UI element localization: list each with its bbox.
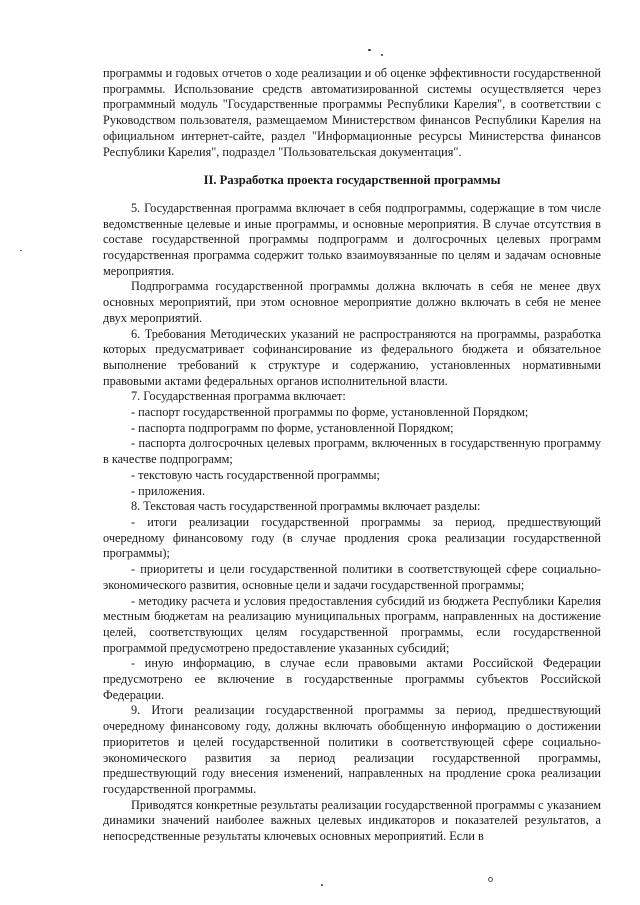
scan-speck bbox=[20, 250, 22, 251]
list-item: - паспорта подпрограмм по форме, установленной Порядком; bbox=[131, 420, 454, 435]
scan-speck bbox=[368, 49, 371, 51]
list-item: - паспорт государственной программы по форме, установленной Порядком; bbox=[131, 405, 529, 420]
scan-speck bbox=[381, 54, 383, 56]
paragraph-7: 7. Государственная программа включает: bbox=[131, 389, 346, 404]
list-item: - приоритеты и цели государственной политики в соответствующей сфере социально-экономического развития, основные цели и задачи государственной программы; bbox=[103, 562, 601, 592]
list-item: - иную информацию, в случае если правовыми актами Российской Федерации предусмотрено ее включение в государственные программы субъектов Российской Федерации. bbox=[103, 656, 601, 702]
list-item: - приложения. bbox=[131, 483, 206, 498]
list-item: - методику расчета и условия предоставления субсидий из бюджета Республики Карелия местным бюджетам на реализацию муниципальных программ, направленных на достижение целей, соответствующих целям государственной программы, если государственной программой предусмотрено предоставление указанных субсидий; bbox=[103, 593, 601, 655]
document-page bbox=[103, 66, 601, 845]
scan-speck bbox=[321, 884, 323, 886]
paragraph-8: 8. Текстовая часть государственной программы включает разделы: bbox=[131, 499, 481, 514]
list-item: - текстовую часть государственной программы; bbox=[131, 467, 380, 482]
paragraph-9: 9. Итоги реализации государственной программы за период, предшествующий очередному финансовому году, должны включать обобщенную информацию о достижении приоритетов и целей государственной политики в соответствующей сфере социально-экономического развития за период реализации государственной программы, предшествующий году внесения изменений, направленных на продление срока реализации государственной программы. bbox=[103, 703, 601, 796]
list-item: - итоги реализации государственной программы за период, предшествующий очередному финансовому году (в случае продления срока реализации государственной программы); bbox=[103, 514, 601, 561]
scan-speck bbox=[488, 877, 493, 882]
paragraph-subprogram: Подпрограмма государственной программы должна включать в себя не менее двух основных мероприятий, при этом основное мероприятие должно включать в себя не менее двух мероприятий. bbox=[103, 279, 601, 325]
paragraph-6: 6. Требования Методических указаний не распространяются на программы, разработка которых предусматривает софинансирование из федерального бюджета и обязательное выполнение требований к структуре и содержанию, установленных нормативными правовыми актами федеральных органов исполнительной власти. bbox=[103, 326, 601, 388]
paragraph-continuation: программы и годовых отчетов о ходе реализации и об оценке эффективности государственной программы. Использование средств автоматизированной системы осуществляется через программный модуль "Государственные программы Республики Карелия", в соответствии с Руководством пользователя, размещаемом Министерством финансов Республики Карелия на официальном интернет-сайте, раздел "Информационные ресурсы Министерства финансов Республики Карелия", подраздел "Пользовательская документация". bbox=[103, 66, 601, 159]
paragraph-5: 5. Государственная программа включает в себя подпрограммы, содержащие в том числе ведомственные целевые и иные программы, и основные мероприятия. В случае отсутствия в составе государственной программы подпрограмм и долгосрочных целевых программ государственная программа содержит только взаимоувязанные по целям и задачам основные мероприятия. bbox=[103, 200, 601, 278]
paragraph-results: Приводятся конкретные результаты реализации государственной программы с указанием динамики значений наиболее важных целевых индикаторов и показателей результатов, а непосредственные результаты ключевых основных мероприятий. Если в bbox=[103, 797, 601, 844]
list-item: - паспорта долгосрочных целевых программ, включенных в государственную программу в качестве подпрограмм; bbox=[103, 436, 601, 467]
section-heading: II. Разработка проекта государственной программы bbox=[203, 173, 501, 188]
